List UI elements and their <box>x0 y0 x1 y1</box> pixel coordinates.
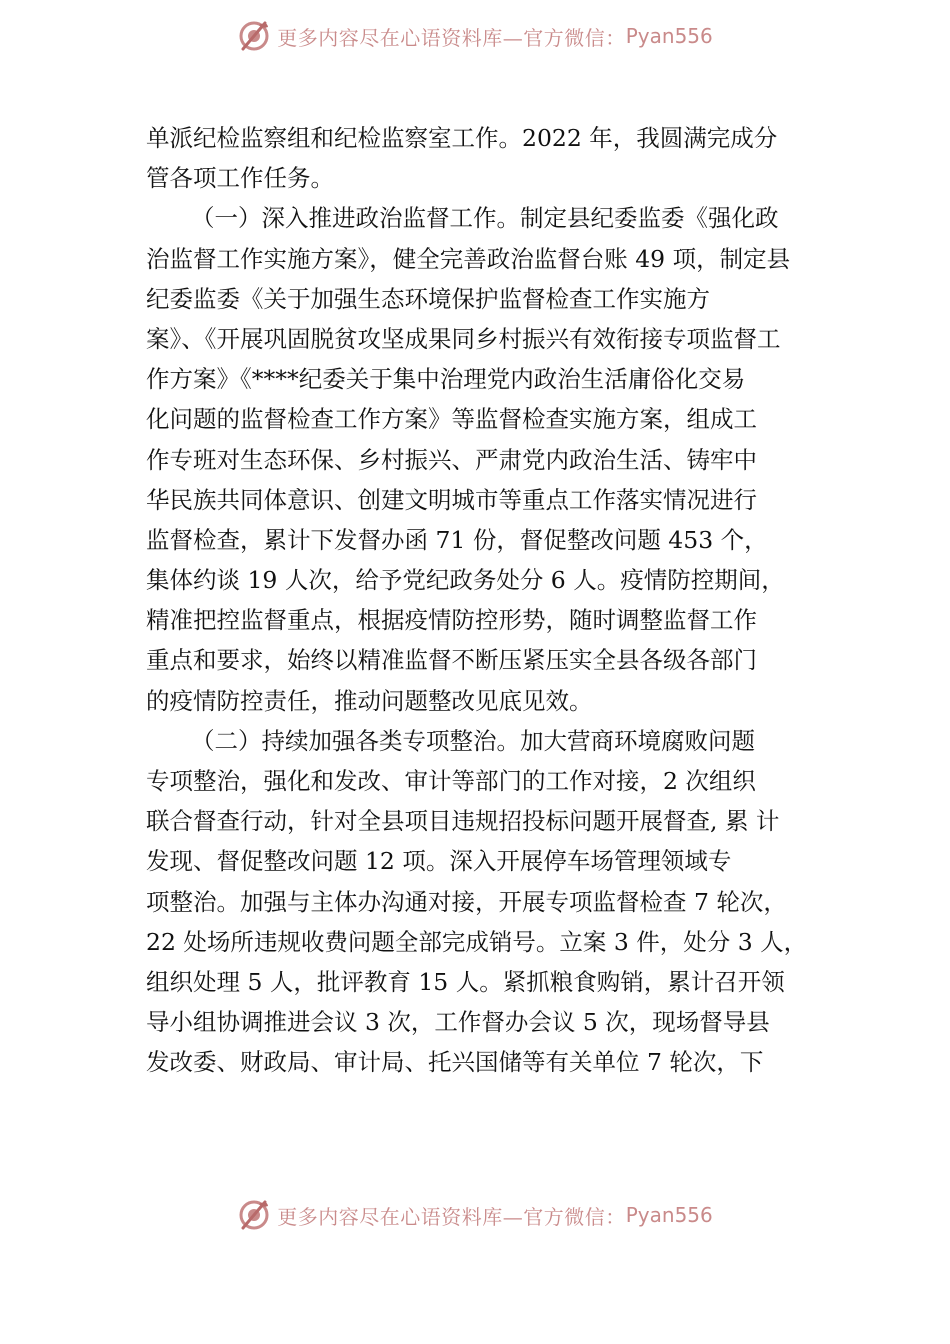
text-line: 项整治。加强与主体办沟通对接，开展专项监督检查 7 轮次， <box>146 887 787 916</box>
document-body <box>146 118 826 1083</box>
text-line: 纪委监委《关于加强生态环境保护监督检查工作实施方 <box>146 284 710 313</box>
text-line: 联合督查行动，针对全县项目违规招投标问题开展督查, 累 计 <box>146 807 780 836</box>
text-line: 华民族共同体意识、创建文明城市等重点工作落实情况进行 <box>146 485 757 514</box>
text-line: 作方案》《****纪委关于集中治理党内政治生活庸俗化交易 <box>146 365 746 394</box>
quill-seal-icon <box>237 1198 271 1232</box>
footer-watermark <box>0 1195 950 1235</box>
text-line: 发改委、财政局、审计局、托兴国储等有关单位 7 轮次，下 <box>146 1048 764 1077</box>
text-line: 重点和要求，始终以精准监督不断压紧压实全县各级各部门 <box>146 646 757 675</box>
text-line: 22 处场所违规收费问题全部完成销号。立案 3 件，处分 3 人， <box>146 927 808 956</box>
text-line: 监督检查，累计下发督办函 71 份，督促整改问题 453 个， <box>146 525 768 554</box>
text-line: 专项整治，强化和发改、审计等部门的工作对接，2 次组织 <box>146 767 756 795</box>
text-line: 的疫情防控责任，推动问题整改见底见效。 <box>146 686 593 715</box>
watermark-text: 更多内容尽在心语资料库—官方微信： <box>277 1204 626 1229</box>
text-line: 作专班对生态环保、乡村振兴、严肃党内政治生活、铸牢中 <box>146 445 757 474</box>
text-line: 组织处理 5 人，批评教育 15 人。紧抓粮食购销，累计召开领 <box>146 967 785 996</box>
text-line: 化问题的监督检查工作方案》等监督检查实施方案，组成工 <box>146 405 757 434</box>
quill-seal-icon <box>237 19 271 53</box>
watermark-wechat-id: Pyan556 <box>625 1203 713 1227</box>
header-watermark <box>0 16 950 56</box>
text-line: 单派纪检监察组和纪检监察室工作。2022 年，我圆满完成分 <box>146 124 778 152</box>
watermark-wechat-id: Pyan556 <box>625 24 713 48</box>
text-line: 管各项工作任务。 <box>146 164 334 193</box>
section-heading-line: （二）持续加强各类专项整治。加大营商环境腐败问题 <box>191 726 755 755</box>
watermark-text: 更多内容尽在心语资料库—官方微信： <box>277 25 626 50</box>
text-line: 治监督工作实施方案》，健全完善政治监督台账 49 项，制定县 <box>146 244 791 273</box>
text-line: 集体约谈 19 人次，给予党纪政务处分 6 人。疫情防控期间， <box>146 566 785 595</box>
text-line: 发现、督促整改问题 12 项。深入开展停车场管理领域专 <box>146 847 732 876</box>
text-line: 精准把控监督重点，根据疫情防控形势，随时调整监督工作 <box>146 606 757 635</box>
text-line: 导小组协调推进会议 3 次，工作督办会议 5 次，现场督导县 <box>146 1008 770 1037</box>
text-line: 案》、《开展巩固脱贫攻坚成果同乡村振兴有效衔接专项监督工 <box>146 324 781 353</box>
section-heading-line: （一）深入推进政治监督工作。制定县纪委监委《强化政 <box>191 204 779 233</box>
